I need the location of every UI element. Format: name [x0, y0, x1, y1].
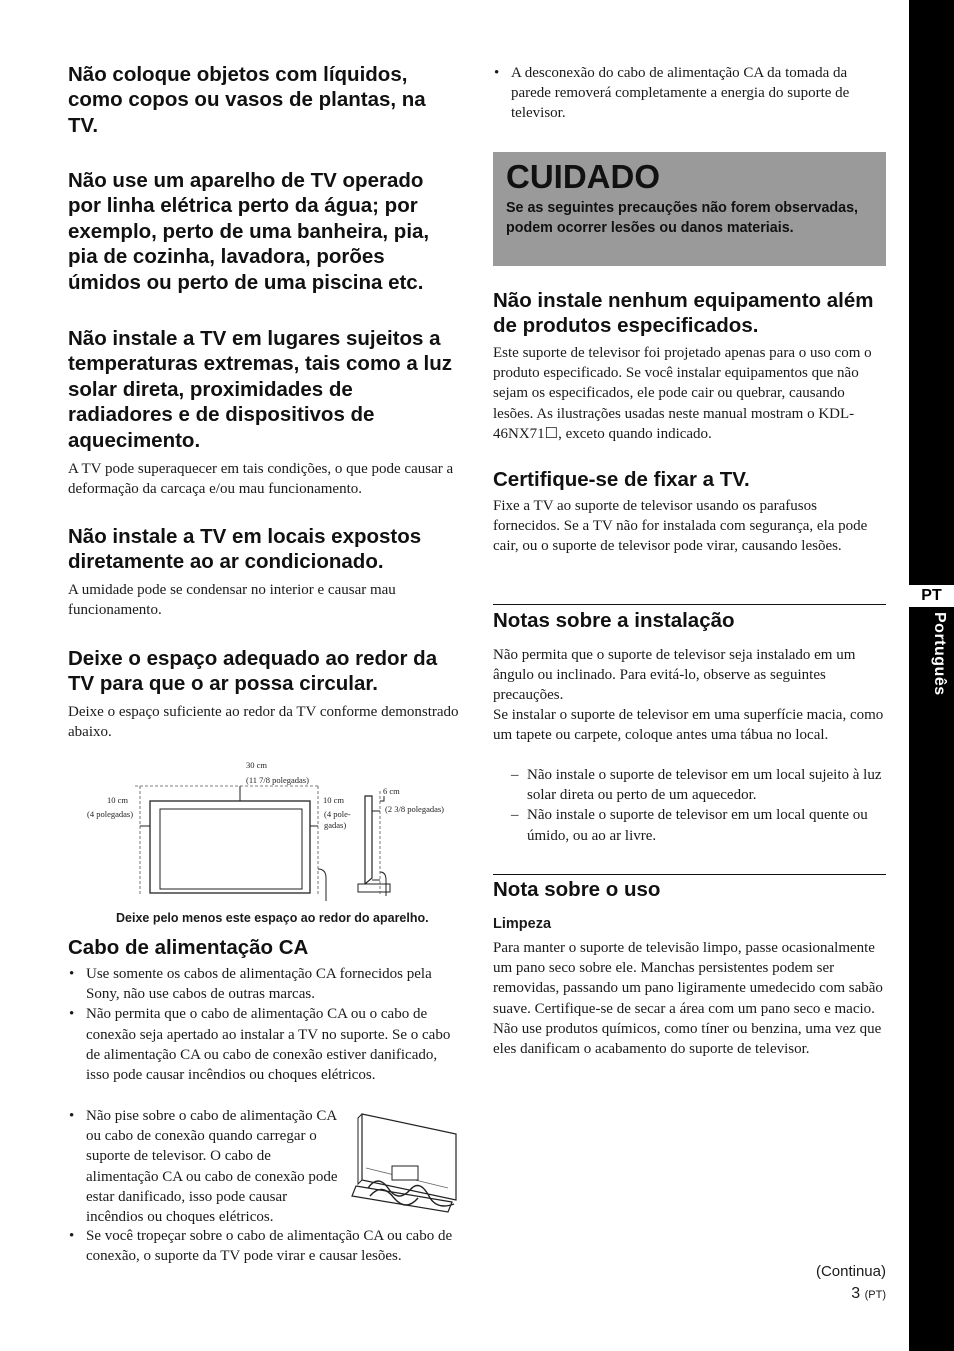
label-back-in: (2 3/8 polegadas) — [385, 804, 445, 814]
page-number-suffix: (PT) — [864, 1289, 886, 1301]
paragraph-secure-tv: Fixe a TV ao suporte de televisor usando os parafusos fornecidos. Se a TV não for instalada com segurança, ela pode cair, ou o suporte de televisor pode virar, causando lesões. — [493, 498, 868, 555]
ac-cable-list-top — [68, 964, 460, 1085]
label-right-cm: 10 cm — [323, 795, 345, 805]
list-item: • A desconexão do cabo de alimentação CA da tomada da parede removerá completamente a energia do suporte de televisor. — [493, 63, 886, 124]
list-item: • Use somente os cabos de alimentação CA fornecidos pela Sony, não use cabos de outras marcas. — [68, 964, 460, 1004]
label-right-in-2: gadas) — [324, 820, 347, 830]
caution-box — [493, 152, 886, 266]
list-item: – Não instale o suporte de televisor em um local sujeito à luz solar direta ou perto de um aquecedor. — [493, 765, 886, 805]
heading-ac-cable: Cabo de alimentação CA — [68, 936, 309, 959]
stand-side — [358, 884, 390, 892]
label-top-cm: 30 cm — [246, 760, 268, 770]
paragraph-temperatures: A TV pode superaquecer em tais condições, o que pode causar a deformação da carcaça e/ou mau funcionamento. — [68, 461, 454, 498]
tv-front-screen — [160, 809, 302, 889]
language-label: Português — [931, 612, 948, 696]
disconnect-note — [493, 63, 886, 124]
language-tab: PT — [909, 585, 954, 607]
label-right-in-1: (4 pole- — [324, 809, 351, 819]
paragraph-air-conditioning: A umidade pode se condensar no interior e causar mau funcionamento. — [68, 582, 396, 619]
heading-water: Não use um aparelho de TV operado por linha elétrica perto da água; por exemplo, perto de uma banheira, pia, pia de cozinha, lavadora, porões úmidos ou perto de uma piscina etc. — [68, 169, 430, 294]
label-left-cm: 10 cm — [107, 795, 129, 805]
continue-label: (Continua) — [815, 1263, 886, 1280]
section-divider — [493, 874, 886, 875]
ac-cable-list-middle — [68, 1106, 343, 1227]
caution-text: Se as seguintes precauções não forem observadas, podem ocorrer lesões ou danos materiais. — [506, 200, 859, 236]
stand-neck — [392, 1166, 418, 1180]
ventilation-diagram — [80, 756, 470, 906]
tv-side — [365, 796, 372, 884]
label-left-in: (4 polegadas) — [87, 809, 134, 819]
rear-label-pointer — [380, 796, 384, 801]
list-item: • Não pise sobre o cabo de alimentação CA ou cabo de conexão quando carregar o suporte de televisor. O cabo de alimentação CA ou cabo de conexão pode estar danificado, isso pode causar incêndios ou choques elétricos. — [68, 1106, 343, 1227]
heading-liquids: Não coloque objetos com líquidos, como copos ou vasos de plantas, na TV. — [68, 63, 426, 137]
subheading-cleaning: Limpeza — [493, 916, 552, 932]
page-number — [851, 1285, 886, 1303]
paragraph-installation-1: Não permita que o suporte de televisor seja instalado em um ângulo ou inclinado. Para evitá-lo, observe as seguintes precauções. — [493, 647, 856, 704]
heading-secure-tv: Certifique-se de fixar a TV. — [493, 468, 750, 491]
diagram-caption: Deixe pelo menos este espaço ao redor do aparelho. — [116, 911, 429, 925]
heading-specified-products: Não instale nenhum equipamento além de produtos especificados. — [493, 289, 874, 338]
heading-usage-note: Nota sobre o uso — [493, 878, 661, 901]
tv-edge — [358, 1114, 362, 1184]
cable-illustration — [348, 1108, 464, 1220]
caution-title: CUIDADO — [506, 158, 660, 195]
page-number-value: 3 — [851, 1285, 861, 1302]
heading-air-conditioning: Não instale a TV em locais expostos diretamente ao ar condicionado. — [68, 525, 422, 574]
paragraph-ventilation: Deixe o espaço suficiente ao redor da TV conforme demonstrado abaixo. — [68, 704, 459, 741]
tv-back-panel — [362, 1114, 456, 1200]
ac-cable-list-bottom — [68, 1226, 460, 1266]
section-divider — [493, 604, 886, 605]
installation-dash-list — [493, 765, 886, 846]
list-item: • Não permita que o cabo de alimentação CA ou o cabo de conexão seja apertado ao instalar a TV no suporte. Se o cabo de alimentação CA ou cabo de conexão estiver danificado, isso pode causar incêndios ou choques elétricos. — [68, 1004, 460, 1085]
list-item: – Não instale o suporte de televisor em um local quente ou úmido, ou ao ar livre. — [493, 805, 886, 845]
heading-ventilation: Deixe o espaço adequado ao redor da TV para que o ar possa circular. — [68, 647, 438, 696]
paragraph-cleaning: Para manter o suporte de televisão limpo, passe ocasionalmente um pano seco sobre ele. Manchas persistentes podem ser removidas, passando um pano ligiramente umedecido com sabão suave. Certifique-se de secar a área com um pano seco e macio. Não use produtos químicos, como tíner ou benzina, uma vez que eles danificam o acabamento do suporte de televisor. — [493, 940, 883, 1058]
list-item: • Se você tropeçar sobre o cabo de alimentação CA ou cabo de conexão, o suporte da TV pode virar e causar lesões. — [68, 1226, 460, 1266]
paragraph-specified-products: Este suporte de televisor foi projetado apenas para o uso com o produto especificado. Se você instalar equipamentos que não sejam os especificados, ele pode cair ou quebrar, causando lesões. As ilustrações usadas neste manual mostram o KDL-46NX71☐, exceto quando indicado. — [493, 345, 872, 442]
label-back-cm: 6 cm — [383, 786, 400, 796]
label-top-in: (11 7/8 polegadas) — [246, 775, 309, 785]
paragraph-installation-2: Se instalar o suporte de televisor em uma superfície macia, como um tapete ou carpete, coloque antes uma tábua no local. — [493, 707, 884, 744]
tv-front-outer — [150, 801, 310, 893]
heading-temperatures: Não instale a TV em lugares sujeitos a temperaturas extremas, tais como a luz solar direta, proximidades de radiadores e de dispositivos de aquecimento. — [68, 327, 452, 452]
heading-installation-notes: Notas sobre a instalação — [493, 609, 735, 632]
stand-pointer — [318, 869, 326, 901]
